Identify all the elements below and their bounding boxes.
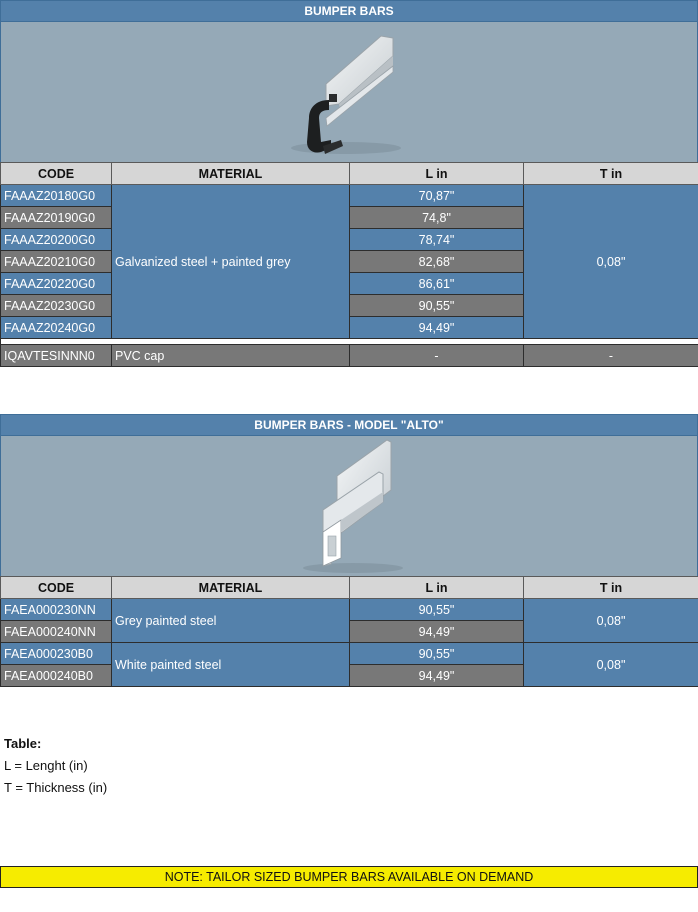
bumper-bars-table [0, 162, 698, 367]
header-code: CODE [1, 163, 112, 185]
length-cell: 74,8" [350, 207, 524, 229]
code-cell: FAAAZ20220G0 [1, 273, 112, 295]
code-cell: FAEA000230NN [1, 599, 112, 621]
code-cell: FAAAZ20190G0 [1, 207, 112, 229]
code-cell: FAAAZ20180G0 [1, 185, 112, 207]
header-material: MATERIAL [112, 163, 350, 185]
header-code: CODE [1, 577, 112, 599]
section-title: BUMPER BARS - MODEL "ALTO" [0, 414, 698, 436]
legend-thickness: T = Thickness (in) [4, 780, 108, 795]
bumper-bars-section [0, 0, 698, 367]
length-cell: - [350, 345, 524, 367]
header-l: L in [350, 163, 524, 185]
table-header-row [1, 577, 698, 599]
header-t: T in [524, 163, 698, 185]
header-l: L in [350, 577, 524, 599]
header-material: MATERIAL [112, 577, 350, 599]
header-t: T in [524, 577, 698, 599]
table-row [1, 345, 698, 367]
length-cell: 90,55" [350, 643, 524, 665]
length-cell: 94,49" [350, 665, 524, 687]
table-legend [4, 733, 107, 799]
section-title: BUMPER BARS [0, 0, 698, 22]
bumper-bars-alto-table [0, 576, 698, 687]
material-cell: Galvanized steel + painted grey [112, 185, 350, 339]
thickness-cell: 0,08" [524, 599, 698, 643]
length-cell: 90,55" [350, 295, 524, 317]
legend-title: Table: [4, 736, 42, 751]
code-cell: FAEA000230B0 [1, 643, 112, 665]
table-header-row [1, 163, 698, 185]
table-row [1, 185, 698, 207]
code-cell: IQAVTESINNN0 [1, 345, 112, 367]
table-row [1, 599, 698, 621]
bumper-bar-alto-illustration [1, 436, 697, 576]
code-cell: FAAAZ20240G0 [1, 317, 112, 339]
code-cell: FAEA000240NN [1, 621, 112, 643]
material-cell: PVC cap [112, 345, 350, 367]
length-cell: 78,74" [350, 229, 524, 251]
length-cell: 82,68" [350, 251, 524, 273]
thickness-cell: - [524, 345, 698, 367]
code-cell: FAEA000240B0 [1, 665, 112, 687]
length-cell: 90,55" [350, 599, 524, 621]
code-cell: FAAAZ20230G0 [1, 295, 112, 317]
material-cell: Grey painted steel [112, 599, 350, 643]
code-cell: FAAAZ20210G0 [1, 251, 112, 273]
length-cell: 86,61" [350, 273, 524, 295]
length-cell: 94,49" [350, 317, 524, 339]
bumper-bar-handle-illustration [1, 22, 697, 162]
thickness-cell: 0,08" [524, 643, 698, 687]
product-photo [0, 22, 698, 162]
material-cell: White painted steel [112, 643, 350, 687]
length-cell: 70,87" [350, 185, 524, 207]
product-photo [0, 436, 698, 576]
note-banner: NOTE: TAILOR SIZED BUMPER BARS AVAILABLE ON DEMAND [0, 866, 698, 888]
length-cell: 94,49" [350, 621, 524, 643]
code-cell: FAAAZ20200G0 [1, 229, 112, 251]
table-row [1, 643, 698, 665]
legend-length: L = Lenght (in) [4, 758, 88, 773]
thickness-cell: 0,08" [524, 185, 698, 339]
bumper-bars-alto-section [0, 414, 698, 687]
